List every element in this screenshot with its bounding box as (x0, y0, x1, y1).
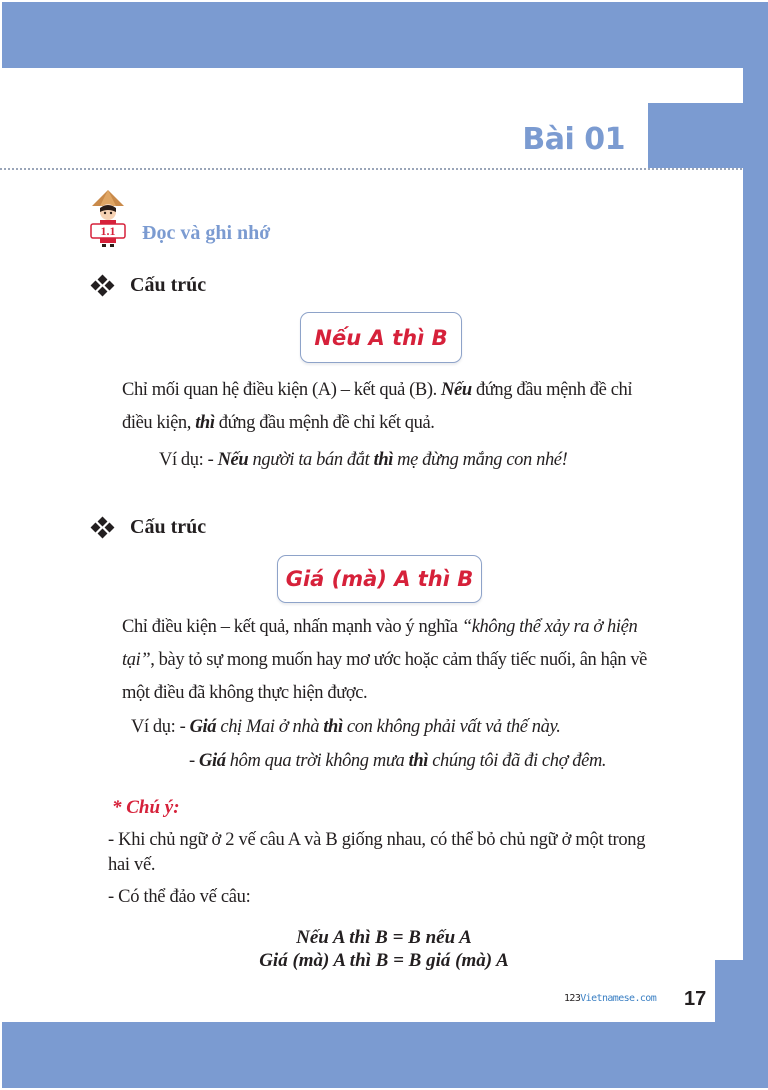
mascot-icon (88, 188, 128, 250)
keyword-gia: Giá (189, 717, 217, 737)
note-title: * Chú ý: (112, 797, 180, 818)
keyword-thi: thì (195, 413, 215, 433)
description-text: đứng đầu mệnh đề chỉ điều kiện, (122, 380, 633, 433)
structure-heading-label: Cấu trúc (130, 274, 207, 296)
equation-2: Giá (mà) A thì B = B giá (mà) A (259, 950, 509, 971)
note-line-2: - Có thể đảo vế câu: (108, 887, 251, 907)
header-divider (0, 168, 742, 170)
lesson-title: Bài 01 (522, 122, 625, 157)
svg-text:1.1: 1.1 (100, 224, 116, 238)
structure-heading-2 (92, 516, 206, 539)
keyword-thi: thì (408, 751, 428, 771)
structure-heading-label: Cấu trúc (130, 516, 207, 538)
site-logo (564, 993, 656, 1004)
page-number: 17 (684, 988, 707, 1010)
equation-1: Nếu A thì B = B nếu A (296, 927, 472, 948)
structure-1-example-1 (159, 444, 567, 477)
description-text: đứng đầu mệnh đề chỉ kết quả. (214, 413, 435, 433)
site-logo-prefix: 123 (564, 993, 581, 1004)
example-text: người ta bán đắt (248, 450, 374, 470)
keyword-thi: thì (373, 450, 393, 470)
diamond-bullet-icon (92, 518, 114, 538)
keyword-neu: Nếu (217, 450, 249, 470)
structure-2-example-1 (131, 711, 560, 744)
description-text: , bày tỏ sự mong muốn hay mơ ước hoặc cảm thấy tiếc nuối, ân hận về một điều đã không thực hiện được. (122, 650, 647, 703)
bottom-banner (2, 1022, 768, 1088)
example-dash: - (175, 717, 190, 737)
structure-2-description (122, 611, 662, 710)
example-text: hôm qua trời không mưa (225, 751, 409, 771)
description-text: Chỉ mối quan hệ điều kiện (A) – kết quả (B). (122, 380, 442, 400)
example-label: Ví dụ: (159, 450, 204, 470)
formula-text: Nếu A thì B (314, 325, 448, 350)
formula-text: Giá (mà) A thì B (285, 567, 474, 591)
keyword-gia: Giá (199, 751, 226, 771)
top-banner (2, 2, 768, 68)
keyword-neu: Nếu (441, 380, 472, 400)
description-text: Chỉ điều kiện – kết quả, nhấn mạnh vào ý nghĩa (122, 617, 462, 637)
formula-box-gia-ma-thi (277, 555, 482, 603)
formula-box-neu-thi (300, 312, 462, 363)
example-text: mẹ đừng mắng con nhé! (392, 450, 568, 470)
structure-heading-1 (92, 274, 206, 297)
example-dash: - (203, 450, 218, 470)
emphasis-quote: “không thể xảy ra ở hiện tại” (122, 617, 638, 670)
site-logo-name: Vietnamese.com (580, 993, 657, 1004)
section-heading: Đọc và ghi nhớ (142, 222, 271, 244)
bottom-right-corner-block (715, 960, 768, 1088)
structure-2-example-2 (189, 745, 606, 778)
diamond-bullet-icon (92, 276, 114, 296)
example-dash: - (189, 751, 199, 771)
example-text: chị Mai ở nhà (216, 717, 324, 737)
structure-1-description (122, 374, 662, 440)
note-line-1: - Khi chủ ngữ ở 2 vế câu A và B giống nhau, có thể bỏ chủ ngữ ở một trong hai vế. (108, 830, 646, 875)
example-text: con không phải vất vả thế này. (342, 717, 561, 737)
title-accent-block (648, 103, 745, 168)
example-label: Ví dụ: (131, 717, 176, 737)
keyword-thi: thì (323, 717, 343, 737)
example-text: chúng tôi đã đi chợ đêm. (427, 751, 607, 771)
